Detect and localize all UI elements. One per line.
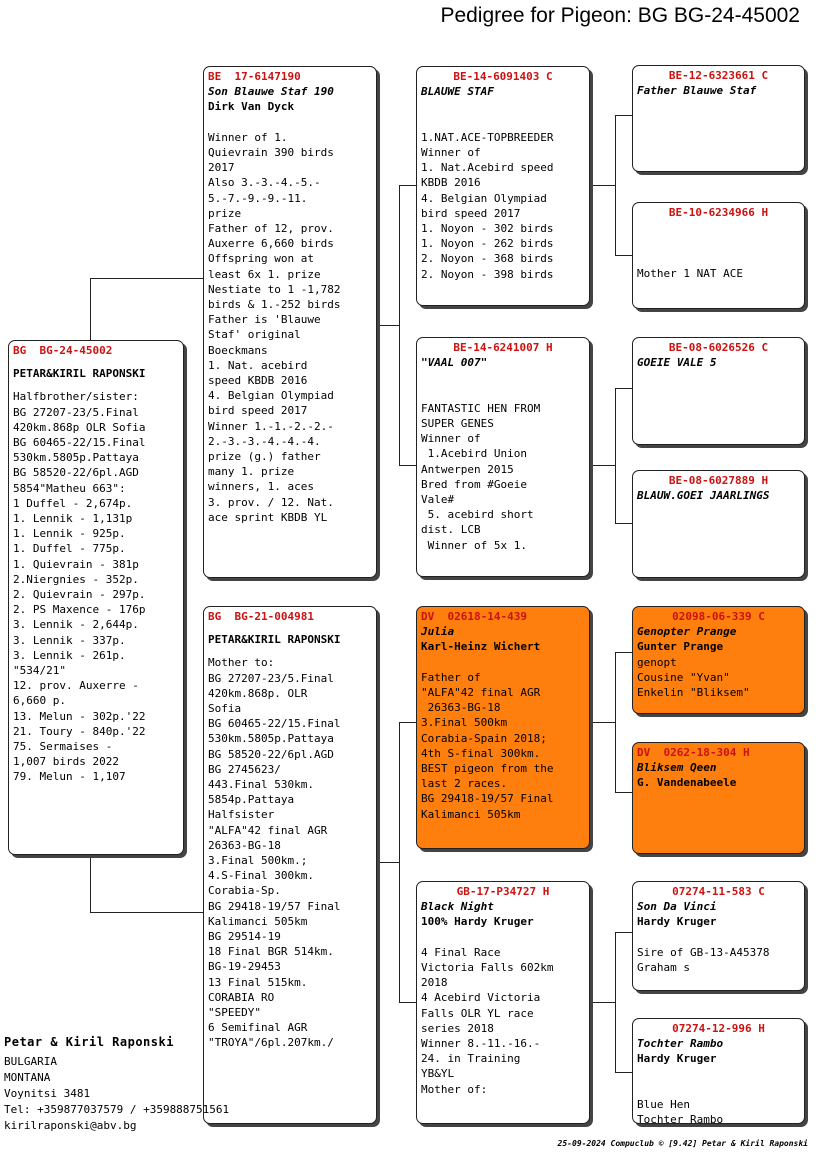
contact-town: Voynitsi 3481 (4, 1087, 91, 1100)
grandsire-paternal-card[interactable] (416, 66, 590, 306)
fmm-ring: BE-08-6027889 H (668, 474, 769, 487)
contact-tel: Tel: +359877037579 / +359888751561 (4, 1103, 230, 1116)
fm-ring: BE-14-6241007 H (453, 341, 553, 354)
fmf-ring: BE-08-6026526 C (668, 341, 769, 354)
subject-card[interactable] (8, 340, 184, 855)
father-ring: BE 17-6147190 (208, 70, 301, 83)
contact-block (4, 1034, 229, 1134)
ff-ring: BE-14-6091403 C (453, 70, 553, 83)
mf-notes: Father of "ALFA"42 final AGR 26363-BG-18 3.Final 500km Corabia-Spain 2018; 4th S-final 300km. BEST pigeon from the last 2 races. BG 29418-19/57 Final Kalimanci 505km (421, 670, 554, 821)
fff-name: Father Blauwe Staf (637, 84, 757, 98)
subject-breeder: PETAR&KIRIL RAPONSKI (13, 367, 146, 381)
mmm-name: Tochter Rambo (637, 1037, 724, 1051)
page-title: Pedigree for Pigeon: BG BG-24-45002 (440, 4, 800, 27)
father-breeder: Dirk Van Dyck (208, 100, 295, 114)
mm-notes: 4 Final Race Victoria Falls 602km 2018 4 Acebird Victoria Falls OLR YL race series 2018 Winner 8.-11.-16.- 24. in Training YB&YL Mother of: (421, 945, 554, 1096)
fmm-name: BLAUW.GOEI JAARLINGS (637, 489, 770, 503)
fff-ring: BE-12-6323661 C (668, 69, 769, 82)
ggp-fmm-card[interactable] (632, 470, 805, 578)
fm-name: "VAAL 007" (421, 356, 488, 370)
mff-breeder: Gunter Prange (637, 640, 724, 654)
contact-country: BULGARIA (4, 1055, 57, 1068)
ffm-ring: BE-10-6234966 H (668, 206, 769, 219)
contact-email: kirilraponski@abv.bg (4, 1119, 137, 1132)
mmf-notes: Sire of GB-13-A45378 Graham s (637, 945, 770, 975)
subject-notes: Halfbrother/sister: BG 27207-23/5.Final 420km.868p OLR Sofia BG 60465-22/15.Final 530km.5805p.Pattaya BG 58520-22/6pl.AGD 5854"Matheu 663": 1 Duffel - 2,674p. 1. Lennik - 1,131p 1. Lennik - 925p. 1. Duffel - 775p. 1. Quievrain - 381p 2.Niergnies - 352p. 2. Quievrain - 297p. 2. PS Maxence - 176p 3. Lennik - 2,644p. 3. Lennik - 337p. 3. Lennik - 261p. "534/21" 12. prov. Auxerre - 6,660 p. 13. Melun - 302p.'22 21. Toury - 840p.'22 75. Sermaises - 1,007 birds 2022 79. Melun - 1,107 (13, 390, 146, 784)
mf-breeder: Karl-Heinz Wichert (421, 640, 541, 654)
father-notes: Winner of 1. Quievrain 390 birds 2017 Also 3.-3.-4.-5.- 5.-7.-9.-9.-11. prize Father of 12, prov. Auxerre 6,660 birds Offspring won at least 6x 1. prize Nestiate to 1 -1,782 birds & 1.-252 birds Father is 'Blauwe Staf' original Boeckmans 1. Nat. acebird speed KBDB 2016 4. Belgian Olympiad bird speed 2017 Winner 1.-1.-2.-2.- 2.-3.-3.-4.-4.-4. prize (g.) father many 1. prize winners, 1. aces 3. prov. / 12. Nat. ace sprint KBDB YL (208, 130, 341, 524)
ff-name: BLAUWE STAF (421, 85, 494, 99)
mother-breeder: PETAR&KIRIL RAPONSKI (208, 633, 341, 647)
ggp-mmf-card[interactable] (632, 881, 805, 991)
granddam-paternal-card[interactable] (416, 337, 590, 577)
grandsire-maternal-card[interactable] (416, 606, 590, 849)
mmm-breeder: Hardy Kruger (637, 1052, 717, 1066)
mother-notes: Mother to: BG 27207-23/5.Final 420km.868p. OLR Sofia BG 60465-22/15.Final 530km.5805p.Pattaya BG 58520-22/6pl.AGD BG 2745623/ 443.Final 530km. 5854p.Pattaya Halfsister "ALFA"42 final AGR 26363-BG-18 3.Final 500km.; 4.S-Final 300km. Corabia-Sp. BG 29418-19/57 Final Kalimanci 505km BG 29514-19 18 Final BGR 514km. BG-19-29453 13 Final 515km. CORABIA RO "SPEEDY" 6 Semifinal AGR "TROYA"/6pl.207km./ (208, 656, 341, 1050)
contact-region: MONTANA (4, 1071, 51, 1084)
father-card[interactable] (203, 66, 377, 578)
mmf-name: Son Da Vinci (637, 900, 717, 914)
ff-notes: 1.NAT.ACE-TOPBREEDER Winner of 1. Nat.Acebird speed KBDB 2016 4. Belgian Olympiad bird speed 2017 1. Noyon - 302 birds 1. Noyon - 262 birds 2. Noyon - 368 birds 2. Noyon - 398 birds (421, 130, 554, 281)
ggp-mfm-card[interactable] (632, 742, 805, 854)
mfm-name: Bliksem Qeen (637, 761, 717, 775)
mmm-notes: Blue Hen Tochter Rambo (637, 1098, 724, 1124)
mm-name: Black Night (421, 900, 494, 914)
ggp-fff-card[interactable] (632, 65, 805, 172)
ggp-ffm-card[interactable] (632, 202, 805, 309)
ffm-notes: Mother 1 NAT ACE (637, 266, 743, 280)
mfm-breeder: G. Vandenabeele (637, 776, 737, 790)
mfm-ring: DV 0262-18-304 H (637, 746, 750, 759)
ggp-mff-card[interactable] (632, 606, 805, 714)
subject-ring: BG BG-24-45002 (13, 344, 113, 357)
granddam-maternal-card[interactable] (416, 881, 590, 1124)
mf-ring: DV 02618-14-439 (421, 610, 527, 623)
mmf-breeder: Hardy Kruger (637, 915, 717, 929)
mff-name: Genopter Prange (637, 625, 737, 639)
ggp-fmf-card[interactable] (632, 337, 805, 445)
father-name: Son Blauwe Staf 190 (208, 85, 334, 99)
fm-notes: FANTASTIC HEN FROM SUPER GENES Winner of 1.Acebird Union Antwerpen 2015 Bred from #Goeie Vale# 5. acebird short dist. LCB Winner of 5x 1. (421, 401, 541, 552)
mf-name: Julia (421, 625, 455, 639)
mff-ring: 02098-06-339 C (672, 610, 765, 623)
fmf-name: GOEIE VALE 5 (637, 356, 717, 370)
mm-breeder: 100% Hardy Kruger (421, 915, 534, 929)
mother-ring: BG BG-21-004981 (208, 610, 314, 623)
mmf-ring: 07274-11-583 C (672, 885, 765, 898)
mff-notes: genopt Cousine "Yvan" Enkelin "Bliksem" (637, 655, 750, 700)
footer-text: 25-09-2024 Compuclub © [9.42] Petar & Kiril Raponski (557, 1139, 808, 1148)
mm-ring: GB-17-P34727 H (456, 885, 550, 898)
mmm-ring: 07274-12-996 H (672, 1022, 765, 1035)
ggp-mmm-card[interactable] (632, 1018, 805, 1124)
contact-name: Petar & Kiril Raponski (4, 1035, 174, 1049)
